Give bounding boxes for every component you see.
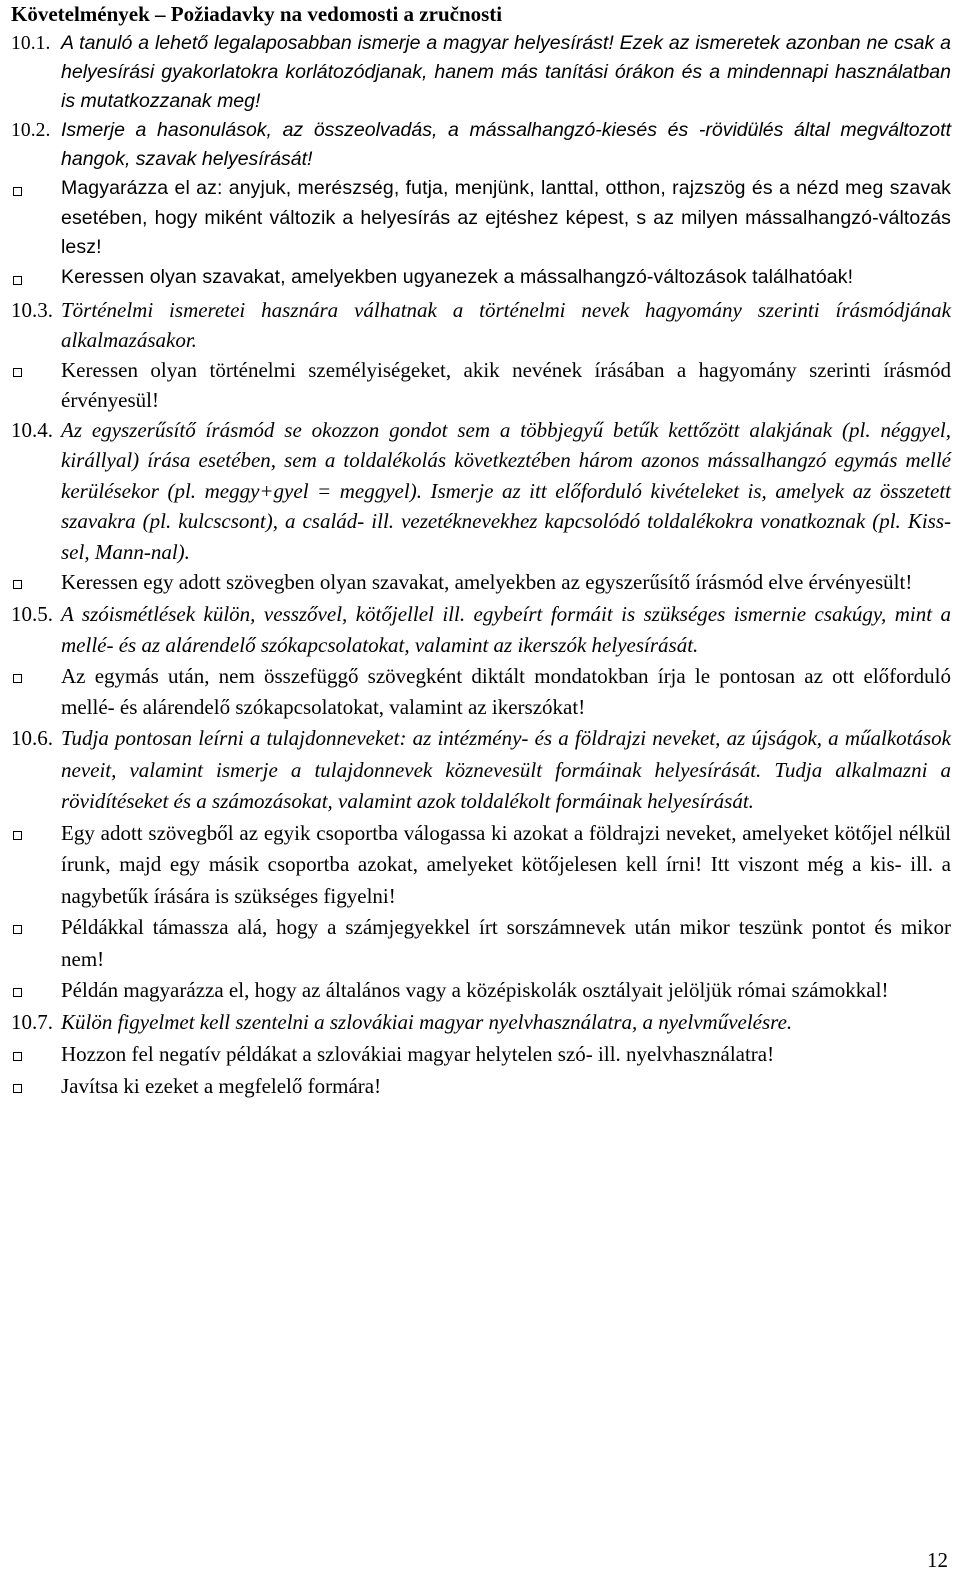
checkbox-bullet-icon	[11, 567, 61, 599]
task-item	[11, 567, 951, 599]
section-10-5	[11, 599, 951, 661]
section-text: Az egyszerűsítő írásmód se okozzon gondot sem a többjegyű betűk kettőzött alakjának (pl. néggyel, királlyal) írása esetében, sem a toldalékolás következtében három azonos mássalhangzó egymás mellé kerülésekor (pl. meggy+gyel = meggyel). Ismerje az itt előforduló kivételeket is, amelyek az összetett szavakra (pl. kulcscsont), a család- ill. vezetéknevekhez kapcsolódó toldalékokra vonatkoznak (pl. Kiss-sel, Mann-nal).	[61, 417, 951, 564]
section-text: Ismerje a hasonulások, az összeolvadás, a mássalhangzó-kiesés és -rövidülés által megváltozott hangok, szavak helyesírását!	[61, 119, 951, 170]
task-item	[11, 975, 951, 1007]
section-10-4	[11, 415, 951, 568]
checkbox-bullet-icon	[11, 263, 61, 295]
section-text: Tudja pontosan leírni a tulajdonneveket: az intézmény- és a földrajzi neveket, az újságok, a műalkotások neveit, valamint ismerje a tulajdonnevek köznevesült formáinak helyesírását. Tudja alkalmazni a rövidítéseket és a számozásokat, valamint azok toldalékolt formáinak helyesírását.	[61, 726, 951, 813]
section-number: 10.7.	[11, 1010, 53, 1034]
task-item	[11, 661, 951, 723]
section-number: 10.6.	[11, 726, 53, 750]
section-number: 10.3.	[11, 297, 53, 322]
task-text: Javítsa ki ezeket a megfelelő formára!	[61, 1073, 382, 1098]
task-text: Egy adott szövegből az egyik csoportba válogassa ki azokat a földrajzi neveket, amelyeket kötőjel nélkül írunk, majd egy másik csoportba azokat, amelyeket kötőjelesen kell írni! Itt viszont még a kis- ill. a nagybetűk írására is szükséges figyelni!	[61, 820, 951, 908]
section-text: A tanuló a lehető legalaposabban ismerje a magyar helyesírást! Ezek az ismeretek azonban ne csak a helyesírási gyakorlatokra korlátozódjanak, hanem más tanítási órákon és a mindennapi használatban is mutatkozzanak meg!	[61, 32, 951, 112]
section-10-1	[11, 29, 951, 116]
document-page	[11, 0, 951, 1103]
task-text: Keressen olyan szavakat, amelyekben ugyanezek a mássalhangzó-változások találhatóak!	[61, 265, 854, 288]
checkbox-bullet-icon	[11, 355, 61, 387]
section-number: 10.4.	[11, 417, 53, 442]
task-text: Példákkal támassza alá, hogy a számjegyekkel írt sorszámnevek után mikor teszünk pontot és mikor nem!	[61, 915, 951, 971]
task-item	[11, 818, 951, 913]
section-number: 10.5.	[11, 602, 53, 626]
task-text: Az egymás után, nem összefüggő szövegként diktált mondatokban írja le pontosan az ott előforduló mellé- és alárendelő szókapcsolatokat, valamint az ikerszókat!	[61, 664, 951, 719]
section-number: 10.1.	[11, 33, 51, 54]
task-item	[11, 1071, 951, 1103]
task-text: Keressen olyan történelmi személyiségeket, akik nevének írásában a hagyomány szerinti írásmód érvényesül!	[61, 357, 951, 412]
section-10-6	[11, 723, 951, 818]
section-10-2	[11, 116, 951, 174]
checkbox-bullet-icon	[11, 661, 61, 693]
section-10-7	[11, 1007, 951, 1039]
task-text: Keressen egy adott szövegben olyan szavakat, amelyekben az egyszerűsítő írásmód elve érvényesült!	[61, 570, 913, 594]
checkbox-bullet-icon	[11, 912, 61, 944]
task-item	[11, 174, 951, 263]
task-item	[11, 912, 951, 975]
page-number: 12	[927, 1548, 948, 1572]
section-text: Külön figyelmet kell szentelni a szlovákiai magyar nyelvhasználatra, a nyelvművelésre.	[61, 1010, 793, 1034]
checkbox-bullet-icon	[11, 1039, 61, 1071]
section-text: A szóismétlések külön, vesszővel, kötőjellel ill. egybeírt formáit is szükséges ismernie csakúgy, mint a mellé- és az alárendelő szókapcsolatokat, valamint az ikerszók helyesírását.	[61, 602, 951, 657]
section-10-3	[11, 295, 951, 355]
section-text: Történelmi ismeretei hasznára válhatnak a történelmi nevek hagyomány szerinti írásmódjának alkalmazásakor.	[61, 297, 951, 352]
task-text: Példán magyarázza el, hogy az általános vagy a középiskolák osztályait jelöljük római számokkal!	[61, 978, 889, 1002]
task-text: Magyarázza el az: anyjuk, merészség, futja, menjünk, lanttal, otthon, rajzszög és a nézd meg szavak esetében, hogy miként változik a helyesírás az ejtéshez képest, s az milyen mássalhangzó-változás lesz!	[61, 177, 951, 258]
page-heading: Követelmények – Požiadavky na vedomosti a zručnosti	[11, 2, 503, 26]
checkbox-bullet-icon	[11, 1071, 61, 1103]
task-item	[11, 1039, 951, 1071]
task-item	[11, 263, 951, 295]
checkbox-bullet-icon	[11, 818, 61, 850]
checkbox-bullet-icon	[11, 975, 61, 1007]
task-item	[11, 355, 951, 415]
section-number: 10.2.	[11, 120, 51, 141]
task-text: Hozzon fel negatív példákat a szlovákiai magyar helytelen szó- ill. nyelvhasználatra!	[61, 1041, 775, 1066]
checkbox-bullet-icon	[11, 174, 61, 206]
